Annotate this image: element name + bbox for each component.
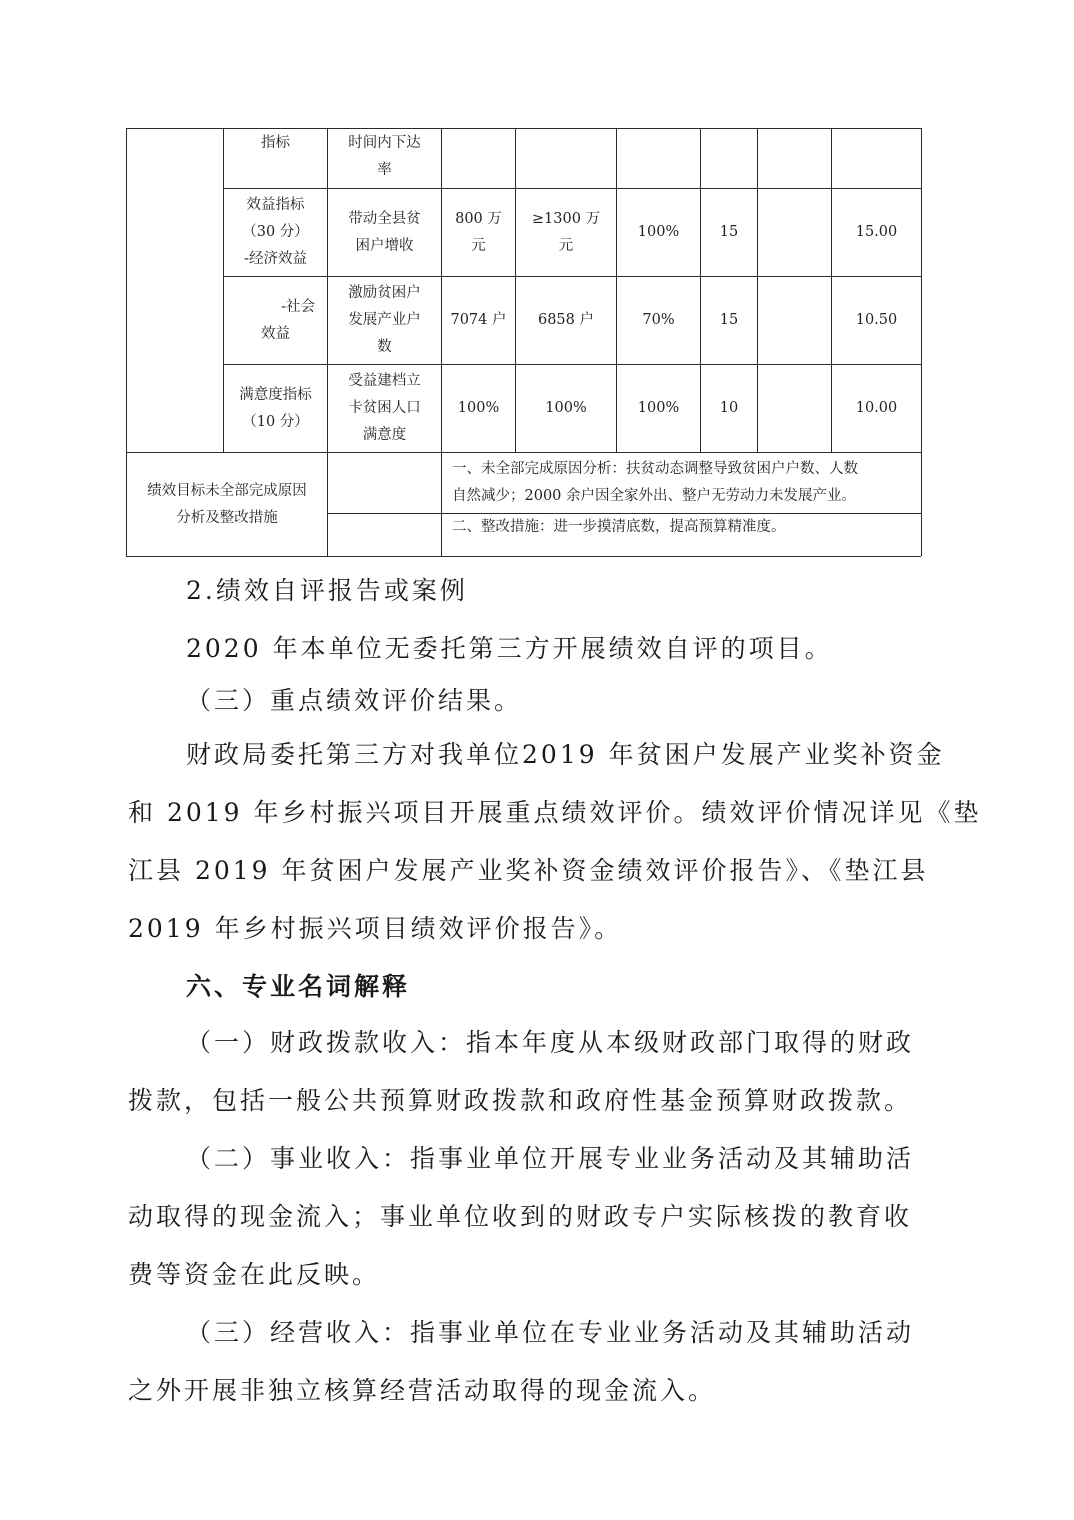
indicator-name-line: 困户增收 [355, 237, 414, 254]
actual-value: 100% [545, 400, 587, 416]
paragraph-line: 2019 年乡村振兴项目绩效评价报告》。 [128, 914, 623, 943]
paragraph-line: 动取得的现金流入；事业单位收到的财政专户实际核拨的教育收 [128, 1202, 913, 1231]
paragraph-line: （二）事业收入：指事业单位开展专业业务活动及其辅助活 [186, 1144, 915, 1173]
paragraph-line: （三）经营收入：指事业单位在专业业务活动及其辅助活动 [186, 1318, 915, 1347]
completion-rate: 70% [642, 312, 675, 328]
section-subheading: （三）重点绩效评价结果。 [186, 686, 523, 715]
score-weight: 10 [719, 400, 739, 416]
annual-target: 7074 户 [450, 312, 507, 328]
indicator-type-line: （30 分） [242, 224, 309, 240]
actual-value-line: ≥1300 万 [531, 210, 601, 227]
analysis-reason-line: 自然减少；2000 余户因全家外出、整户无劳动力未发展产业。 [452, 488, 857, 504]
paragraph-line: 江县 2019 年贫困户发展产业奖补资金绩效评价报告》、《垫江县 [128, 856, 929, 885]
score: 10.00 [855, 400, 898, 416]
indicator-name-cell [328, 365, 441, 452]
paragraph [128, 726, 982, 958]
indicator-name: 时间内下达率 [348, 135, 421, 178]
score: 15.00 [855, 224, 898, 240]
completion-rate: 100% [637, 224, 680, 240]
annual-target-line: 元 [471, 237, 486, 254]
indicator-type-cell [224, 189, 327, 276]
indicator-name-line: 发展产业户 [348, 312, 421, 328]
paragraph [128, 1014, 946, 1130]
analysis-reason [442, 453, 921, 513]
indicator-type-line: -经济效益 [244, 251, 307, 267]
paragraph-line: 和 2019 年乡村振兴项目开展重点绩效评价。绩效评价情况详见《垫 [128, 798, 982, 827]
analysis-label-line: 分析及整改措施 [176, 509, 278, 526]
paragraph [128, 1130, 946, 1304]
indicator-name-line: 数 [377, 339, 392, 355]
indicator-name-line: 激励贫困户 [348, 285, 421, 301]
annual-target-line: 800 万 [455, 210, 502, 227]
indicator-type-line: -社会 [281, 298, 315, 315]
paragraph-line: 费等资金在此反映。 [128, 1260, 381, 1289]
indicator-type: 指标 [261, 135, 290, 151]
section-heading: 六、专业名词解释 [186, 972, 411, 1001]
indicator-type-cell [224, 365, 327, 452]
actual-value-cell [516, 189, 616, 276]
indicator-name-line: 卡贫困人口 [348, 400, 421, 416]
actual-value: 6858 户 [537, 312, 594, 328]
completion-rate: 100% [637, 400, 680, 416]
paragraph-line: 拨款，包括一般公共预算财政拨款和政府性基金预算财政拨款。 [128, 1086, 913, 1115]
indicator-name-line: 带动全县贫 [348, 210, 421, 227]
analysis-label [127, 453, 327, 556]
indicator-type-line: 效益指标 [246, 197, 305, 213]
score-weight: 15 [719, 312, 739, 328]
indicator-type-line: 满意度指标 [239, 386, 312, 403]
indicator-type-line: 效益 [261, 325, 290, 342]
actual-value-line: 元 [558, 237, 574, 254]
paragraph-line: 财政局委托第三方对我单位2019 年贫困户发展产业奖补资金 [186, 740, 945, 769]
analysis-label-line: 绩效目标未全部完成原因 [147, 482, 307, 499]
table-border-right [921, 128, 922, 556]
analysis-measure: 二、整改措施：进一步摸清底数，提高预算精准度。 [452, 519, 786, 535]
score-weight: 15 [719, 224, 739, 240]
indicator-name-cell [328, 189, 441, 276]
table-row [328, 128, 441, 190]
score: 10.50 [855, 312, 898, 328]
indicator-name-line: 满意度 [362, 427, 407, 443]
indicator-name-cell [328, 277, 441, 364]
analysis-reason-line: 一、未全部完成原因分析：扶贫动态调整导致贫困户户数、人数 [452, 461, 858, 477]
indicator-type-cell [224, 277, 327, 364]
section-subheading: 2.绩效自评报告或案例 [186, 576, 468, 605]
paragraph [128, 1304, 946, 1420]
paragraph: 2020 年本单位无委托第三方开展绩效自评的项目。 [186, 634, 833, 663]
col-divider [757, 128, 758, 452]
performance-table [126, 128, 921, 556]
indicator-name-line: 受益建档立 [348, 373, 421, 389]
paragraph-line: 之外开展非独立核算经营活动取得的现金流入。 [128, 1376, 717, 1405]
table-border-bottom [126, 556, 921, 557]
paragraph-line: （一）财政拨款收入：指本年度从本级财政部门取得的财政 [186, 1028, 915, 1057]
table-row [224, 128, 327, 190]
indicator-type-line: （10 分） [242, 413, 309, 430]
annual-target: 100% [457, 400, 500, 416]
annual-target-cell [442, 189, 515, 276]
